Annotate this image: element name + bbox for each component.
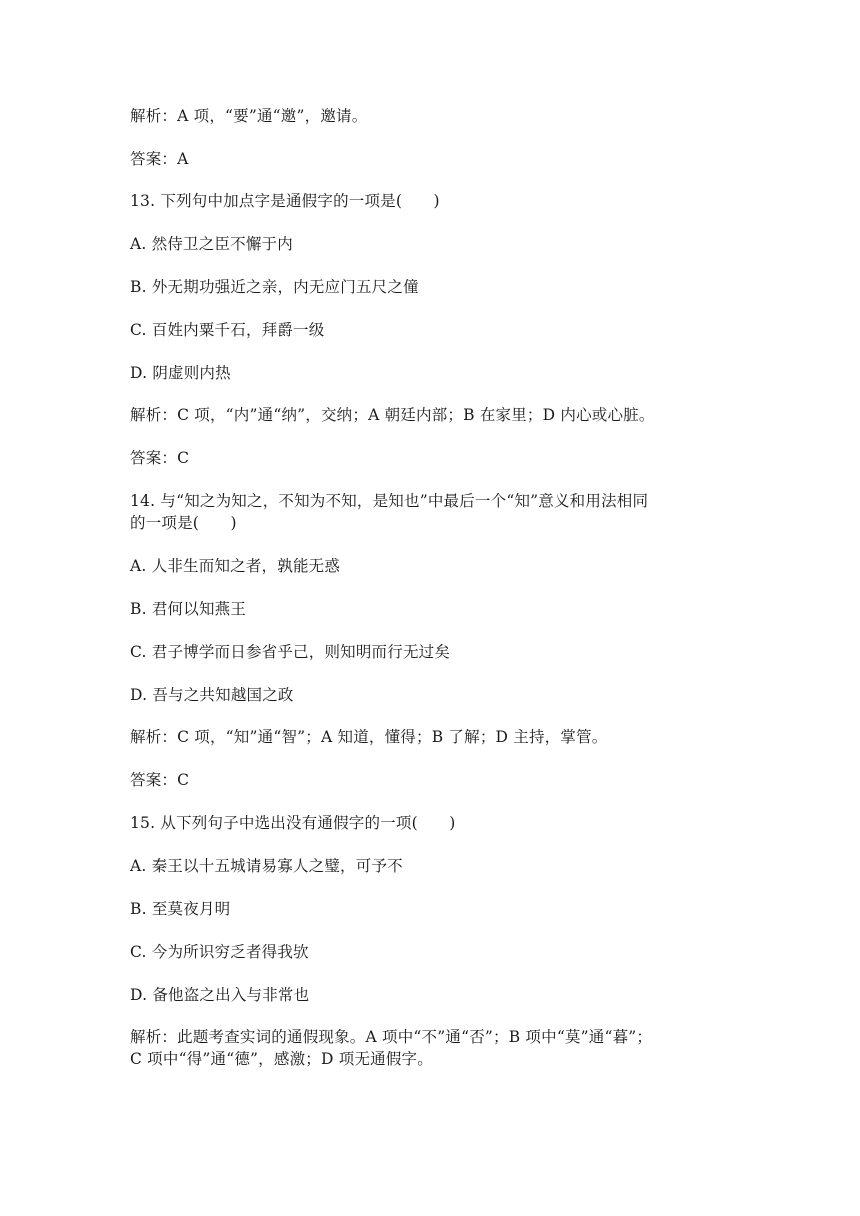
q14-stem-line2: 的一项是( ) (130, 514, 237, 532)
q15-option-a: A. 秦王以十五城请易寡人之璧，可予不 (130, 857, 403, 875)
q13-option-c: C. 百姓内粟千石，拜爵一级 (130, 321, 325, 339)
q15-option-b: B. 至莫夜月明 (130, 900, 231, 918)
q14-analysis: 解析：C 项，“知”通“智”；A 知道，懂得；B 了解；D 主持，掌管。 (130, 728, 608, 746)
q14-option-a: A. 人非生而知之者，孰能无惑 (130, 557, 341, 575)
q15-option-d: D. 备他盗之出入与非常也 (130, 986, 310, 1004)
q15-analysis-line2: C 项中“得”通“德”，感激；D 项无通假字。 (130, 1050, 433, 1068)
q13-analysis: 解析：C 项，“内”通“纳”，交纳；A 朝廷内部；B 在家里；D 内心或心脏。 (130, 406, 655, 424)
q13-option-a: A. 然侍卫之臣不懈于内 (130, 235, 293, 253)
q14-option-d: D. 吾与之共知越国之政 (130, 686, 294, 704)
q14-option-c: C. 君子博学而日参省乎己，则知明而行无过矣 (130, 643, 451, 661)
q14-option-b: B. 君何以知燕王 (130, 600, 247, 618)
q15-option-c: C. 今为所识穷乏者得我欤 (130, 943, 309, 961)
q13-answer: 答案：C (130, 449, 190, 467)
q15-stem: 15. 从下列句子中选出没有通假字的一项( ) (130, 814, 456, 832)
q12-analysis: 解析：A 项，“要”通“邀”，邀请。 (130, 107, 368, 125)
q15-analysis-line1: 解析：此题考查实词的通假现象。A 项中“不”通“否”；B 项中“莫”通“暮”； (130, 1028, 653, 1046)
q13-stem: 13. 下列句中加点字是通假字的一项是( ) (130, 192, 440, 210)
q13-option-d: D. 阴虚则内热 (130, 364, 231, 382)
q12-answer: 答案：A (130, 150, 189, 168)
q14-stem-line1: 14. 与“知之为知之，不知为不知，是知也”中最后一个“知”意义和用法相同 (130, 492, 649, 510)
q14-answer: 答案：C (130, 771, 190, 789)
q13-option-b: B. 外无期功强近之亲，内无应门五尺之僮 (130, 278, 419, 296)
